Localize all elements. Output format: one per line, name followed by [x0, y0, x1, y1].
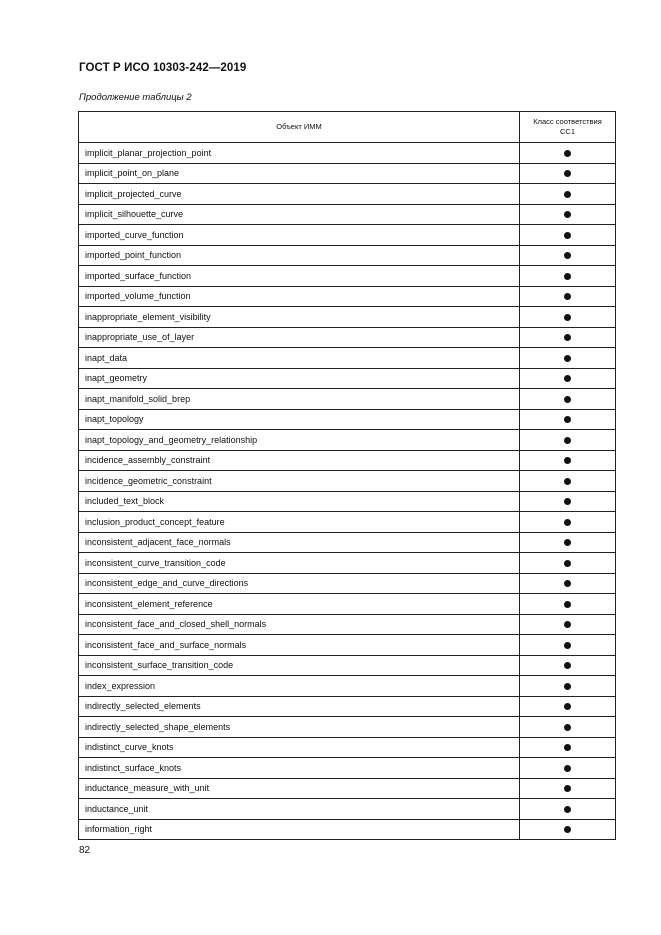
table-row	[79, 655, 616, 676]
table-row	[79, 532, 616, 553]
entity-name-cell: inconsistent_face_and_surface_normals	[79, 635, 520, 656]
filled-circle-icon	[564, 683, 571, 690]
cc1-cell	[520, 430, 616, 451]
filled-circle-icon	[564, 724, 571, 731]
cc1-cell	[520, 553, 616, 574]
cc1-cell	[520, 778, 616, 799]
filled-circle-icon	[564, 560, 571, 567]
table-row	[79, 758, 616, 779]
entity-name-cell: inconsistent_edge_and_curve_directions	[79, 573, 520, 594]
cc1-cell	[520, 225, 616, 246]
entity-name-cell: inconsistent_surface_transition_code	[79, 655, 520, 676]
table-row	[79, 143, 616, 164]
filled-circle-icon	[564, 601, 571, 608]
table-row	[79, 184, 616, 205]
filled-circle-icon	[564, 211, 571, 218]
entity-name-cell: inapt_topology	[79, 409, 520, 430]
entity-name-cell: indistinct_curve_knots	[79, 737, 520, 758]
table-row	[79, 204, 616, 225]
cc1-cell	[520, 409, 616, 430]
filled-circle-icon	[564, 457, 571, 464]
entity-name-cell: imported_volume_function	[79, 286, 520, 307]
table-row	[79, 225, 616, 246]
filled-circle-icon	[564, 170, 571, 177]
entity-name-cell: included_text_block	[79, 491, 520, 512]
table-row	[79, 266, 616, 287]
table-row	[79, 307, 616, 328]
cc1-cell	[520, 245, 616, 266]
table-row	[79, 368, 616, 389]
filled-circle-icon	[564, 478, 571, 485]
conformance-table	[78, 111, 616, 840]
filled-circle-icon	[564, 396, 571, 403]
entity-name-cell: inapt_data	[79, 348, 520, 369]
entity-name-cell: inapt_manifold_solid_brep	[79, 389, 520, 410]
cc1-cell	[520, 327, 616, 348]
cc1-cell	[520, 655, 616, 676]
filled-circle-icon	[564, 703, 571, 710]
cc1-cell	[520, 389, 616, 410]
cc1-cell	[520, 368, 616, 389]
entity-name-cell: indistinct_surface_knots	[79, 758, 520, 779]
entity-name-cell: imported_curve_function	[79, 225, 520, 246]
entity-name-cell: inclusion_product_concept_feature	[79, 512, 520, 533]
filled-circle-icon	[564, 580, 571, 587]
table-row	[79, 327, 616, 348]
cc1-cell	[520, 676, 616, 697]
filled-circle-icon	[564, 355, 571, 362]
cc1-cell	[520, 307, 616, 328]
table-row	[79, 676, 616, 697]
filled-circle-icon	[564, 519, 571, 526]
page-number: 82	[79, 845, 91, 856]
filled-circle-icon	[564, 744, 571, 751]
entity-name-cell: indirectly_selected_shape_elements	[79, 717, 520, 738]
entity-name-cell: inductance_measure_with_unit	[79, 778, 520, 799]
cc1-cell	[520, 163, 616, 184]
standard-designation: ГОСТ Р ИСО 10303-242—2019	[79, 62, 247, 74]
entity-name-cell: imported_surface_function	[79, 266, 520, 287]
filled-circle-icon	[564, 437, 571, 444]
cc1-cell	[520, 184, 616, 205]
table-row	[79, 512, 616, 533]
cc1-cell	[520, 471, 616, 492]
table-row	[79, 696, 616, 717]
table-row	[79, 799, 616, 820]
entity-name-cell: inappropriate_element_visibility	[79, 307, 520, 328]
entity-name-cell: implicit_silhouette_curve	[79, 204, 520, 225]
table-row	[79, 471, 616, 492]
table-row	[79, 737, 616, 758]
entity-name-cell: index_expression	[79, 676, 520, 697]
cc1-cell	[520, 799, 616, 820]
filled-circle-icon	[564, 232, 571, 239]
cc1-cell	[520, 737, 616, 758]
filled-circle-icon	[564, 314, 571, 321]
filled-circle-icon	[564, 375, 571, 382]
entity-name-cell: information_right	[79, 819, 520, 840]
table-row	[79, 348, 616, 369]
cc1-cell	[520, 348, 616, 369]
table-row	[79, 573, 616, 594]
table-body	[79, 143, 616, 840]
cc1-cell	[520, 491, 616, 512]
table-row	[79, 389, 616, 410]
column-header-class-code: CC1	[559, 127, 575, 136]
filled-circle-icon	[564, 662, 571, 669]
cc1-cell	[520, 696, 616, 717]
table-header-row	[79, 112, 616, 143]
filled-circle-icon	[564, 765, 571, 772]
filled-circle-icon	[564, 416, 571, 423]
table-row	[79, 778, 616, 799]
entity-name-cell: inconsistent_face_and_closed_shell_normals	[79, 614, 520, 635]
table-row	[79, 450, 616, 471]
table-row	[79, 430, 616, 451]
table-row	[79, 553, 616, 574]
filled-circle-icon	[564, 252, 571, 259]
cc1-cell	[520, 614, 616, 635]
entity-name-cell: inapt_geometry	[79, 368, 520, 389]
table-row	[79, 635, 616, 656]
filled-circle-icon	[564, 826, 571, 833]
cc1-cell	[520, 717, 616, 738]
cc1-cell	[520, 450, 616, 471]
entity-name-cell: inconsistent_curve_transition_code	[79, 553, 520, 574]
cc1-cell	[520, 819, 616, 840]
cc1-cell	[520, 512, 616, 533]
filled-circle-icon	[564, 539, 571, 546]
entity-name-cell: inductance_unit	[79, 799, 520, 820]
column-header-class-title: Класс соответствия	[533, 117, 602, 126]
cc1-cell	[520, 758, 616, 779]
entity-name-cell: implicit_projected_curve	[79, 184, 520, 205]
table-row	[79, 717, 616, 738]
column-header-class	[520, 112, 616, 143]
cc1-cell	[520, 635, 616, 656]
cc1-cell	[520, 266, 616, 287]
entity-name-cell: incidence_geometric_constraint	[79, 471, 520, 492]
entity-name-cell: inappropriate_use_of_layer	[79, 327, 520, 348]
table-row	[79, 163, 616, 184]
cc1-cell	[520, 143, 616, 164]
table-row	[79, 491, 616, 512]
filled-circle-icon	[564, 642, 571, 649]
table-row	[79, 409, 616, 430]
filled-circle-icon	[564, 273, 571, 280]
entity-name-cell: implicit_point_on_plane	[79, 163, 520, 184]
entity-name-cell: inapt_topology_and_geometry_relationship	[79, 430, 520, 451]
table-row	[79, 614, 616, 635]
cc1-cell	[520, 594, 616, 615]
table-row	[79, 286, 616, 307]
filled-circle-icon	[564, 293, 571, 300]
table-row	[79, 245, 616, 266]
filled-circle-icon	[564, 806, 571, 813]
table-caption: Продолжение таблицы 2	[79, 92, 192, 103]
filled-circle-icon	[564, 150, 571, 157]
entity-name-cell: inconsistent_adjacent_face_normals	[79, 532, 520, 553]
cc1-cell	[520, 286, 616, 307]
filled-circle-icon	[564, 498, 571, 505]
cc1-cell	[520, 573, 616, 594]
cc1-cell	[520, 204, 616, 225]
column-header-object: Объект ИММ	[79, 112, 520, 143]
entity-name-cell: inconsistent_element_reference	[79, 594, 520, 615]
entity-name-cell: imported_point_function	[79, 245, 520, 266]
filled-circle-icon	[564, 334, 571, 341]
entity-name-cell: indirectly_selected_elements	[79, 696, 520, 717]
table-row	[79, 594, 616, 615]
filled-circle-icon	[564, 621, 571, 628]
table-row	[79, 819, 616, 840]
filled-circle-icon	[564, 191, 571, 198]
entity-name-cell: implicit_planar_projection_point	[79, 143, 520, 164]
entity-name-cell: incidence_assembly_constraint	[79, 450, 520, 471]
cc1-cell	[520, 532, 616, 553]
filled-circle-icon	[564, 785, 571, 792]
